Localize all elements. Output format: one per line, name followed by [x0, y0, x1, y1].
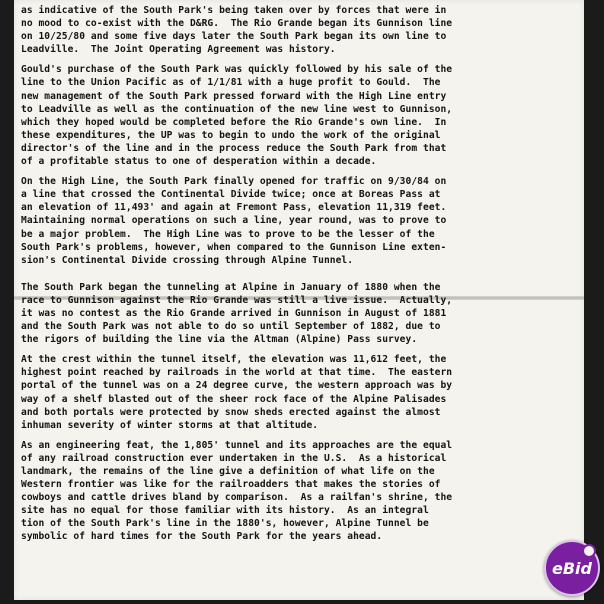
- paragraph-4: The South Park began the tunneling at Alpine in January of 1880 when the race to Gunnison against the Rio Grande was still a live issue. Actually, it was no contest as the Rio Grande arrived in Gunnison in August of 1881 and the South Park was not able to do so until September of 1882, due to the rigors of building the line via the Altman (Alpine) Pass survey.: [21, 281, 453, 346]
- document-page: [14, 0, 584, 600]
- paragraph-5: At the crest within the tunnel itself, the elevation was 11,612 feet, the highest point reached by railroads in the world at that time. The eastern portal of the tunnel was on a 24 degree curve, the western approach was by way of a shelf blasted out of the sheer rock face of the Alpine Palisades and both portals were protected by snow sheds erected against the almost inhuman severity of winter storms at that altitude.: [21, 354, 453, 431]
- ebid-logo-watermark: [544, 540, 600, 596]
- paragraph-2: Gould's purchase of the South Park was quickly followed by his sale of the line to the Union Pacific as of 1/1/81 with a huge profit to Gould. The new management of the South Park pressed forward with the High Line entry to Leadville as well as the continuation of the new line west to Gunnison, which they hoped would be completed before the Rio Grande's own line. In these expenditures, the UP was to begin to undo the work of the original director's of the line and in the process reduce the South Park from that of a profitable status to one of desperation within a decade.: [21, 64, 453, 168]
- paragraph-3: On the High Line, the South Park finally opened for traffic on 9/30/84 on a line that crossed the Continental Divide twice; once at Boreas Pass at an elevation of 11,493' and again at Fremont Pass, elevation 11,319 feet. Maintaining normal operations on such a line, year round, was to prove to be a major problem. The High Line was to prove to be the lesser of the South Park's problems, however, when compared to the Gunnison Line exten- sion's Continental Divide crossing through Alpine Tunnel.: [21, 176, 447, 266]
- ebid-logo-text: eBid: [552, 558, 592, 578]
- paragraph-1: as indicative of the South Park's being taken over by forces that were in no mood to co-exist with the D&RG. The Rio Grande began its Gunnison line on 10/25/80 and some five days later the South Park began its own line to Leadville. The Joint Operating Agreement was history.: [21, 5, 453, 56]
- paragraph-6: As an engineering feat, the 1,805' tunnel and its approaches are the equal of any railroad construction ever undertaken in the U.S. As a historical landmark, the remains of the line give a definition of what life on the Western frontier was like for the railroadders that makes the stories of cowboys and cattle drives bland by comparison. As a railfan's shrine, the site has no equal for those familiar with its history. As an integral tion of the South Park's line in the 1880's, however, Alpine Tunnel be symbolic of hard times for the South Park for the years ahead.: [21, 439, 453, 543]
- logo-dot-icon: [582, 544, 596, 558]
- document-text: [21, 4, 581, 551]
